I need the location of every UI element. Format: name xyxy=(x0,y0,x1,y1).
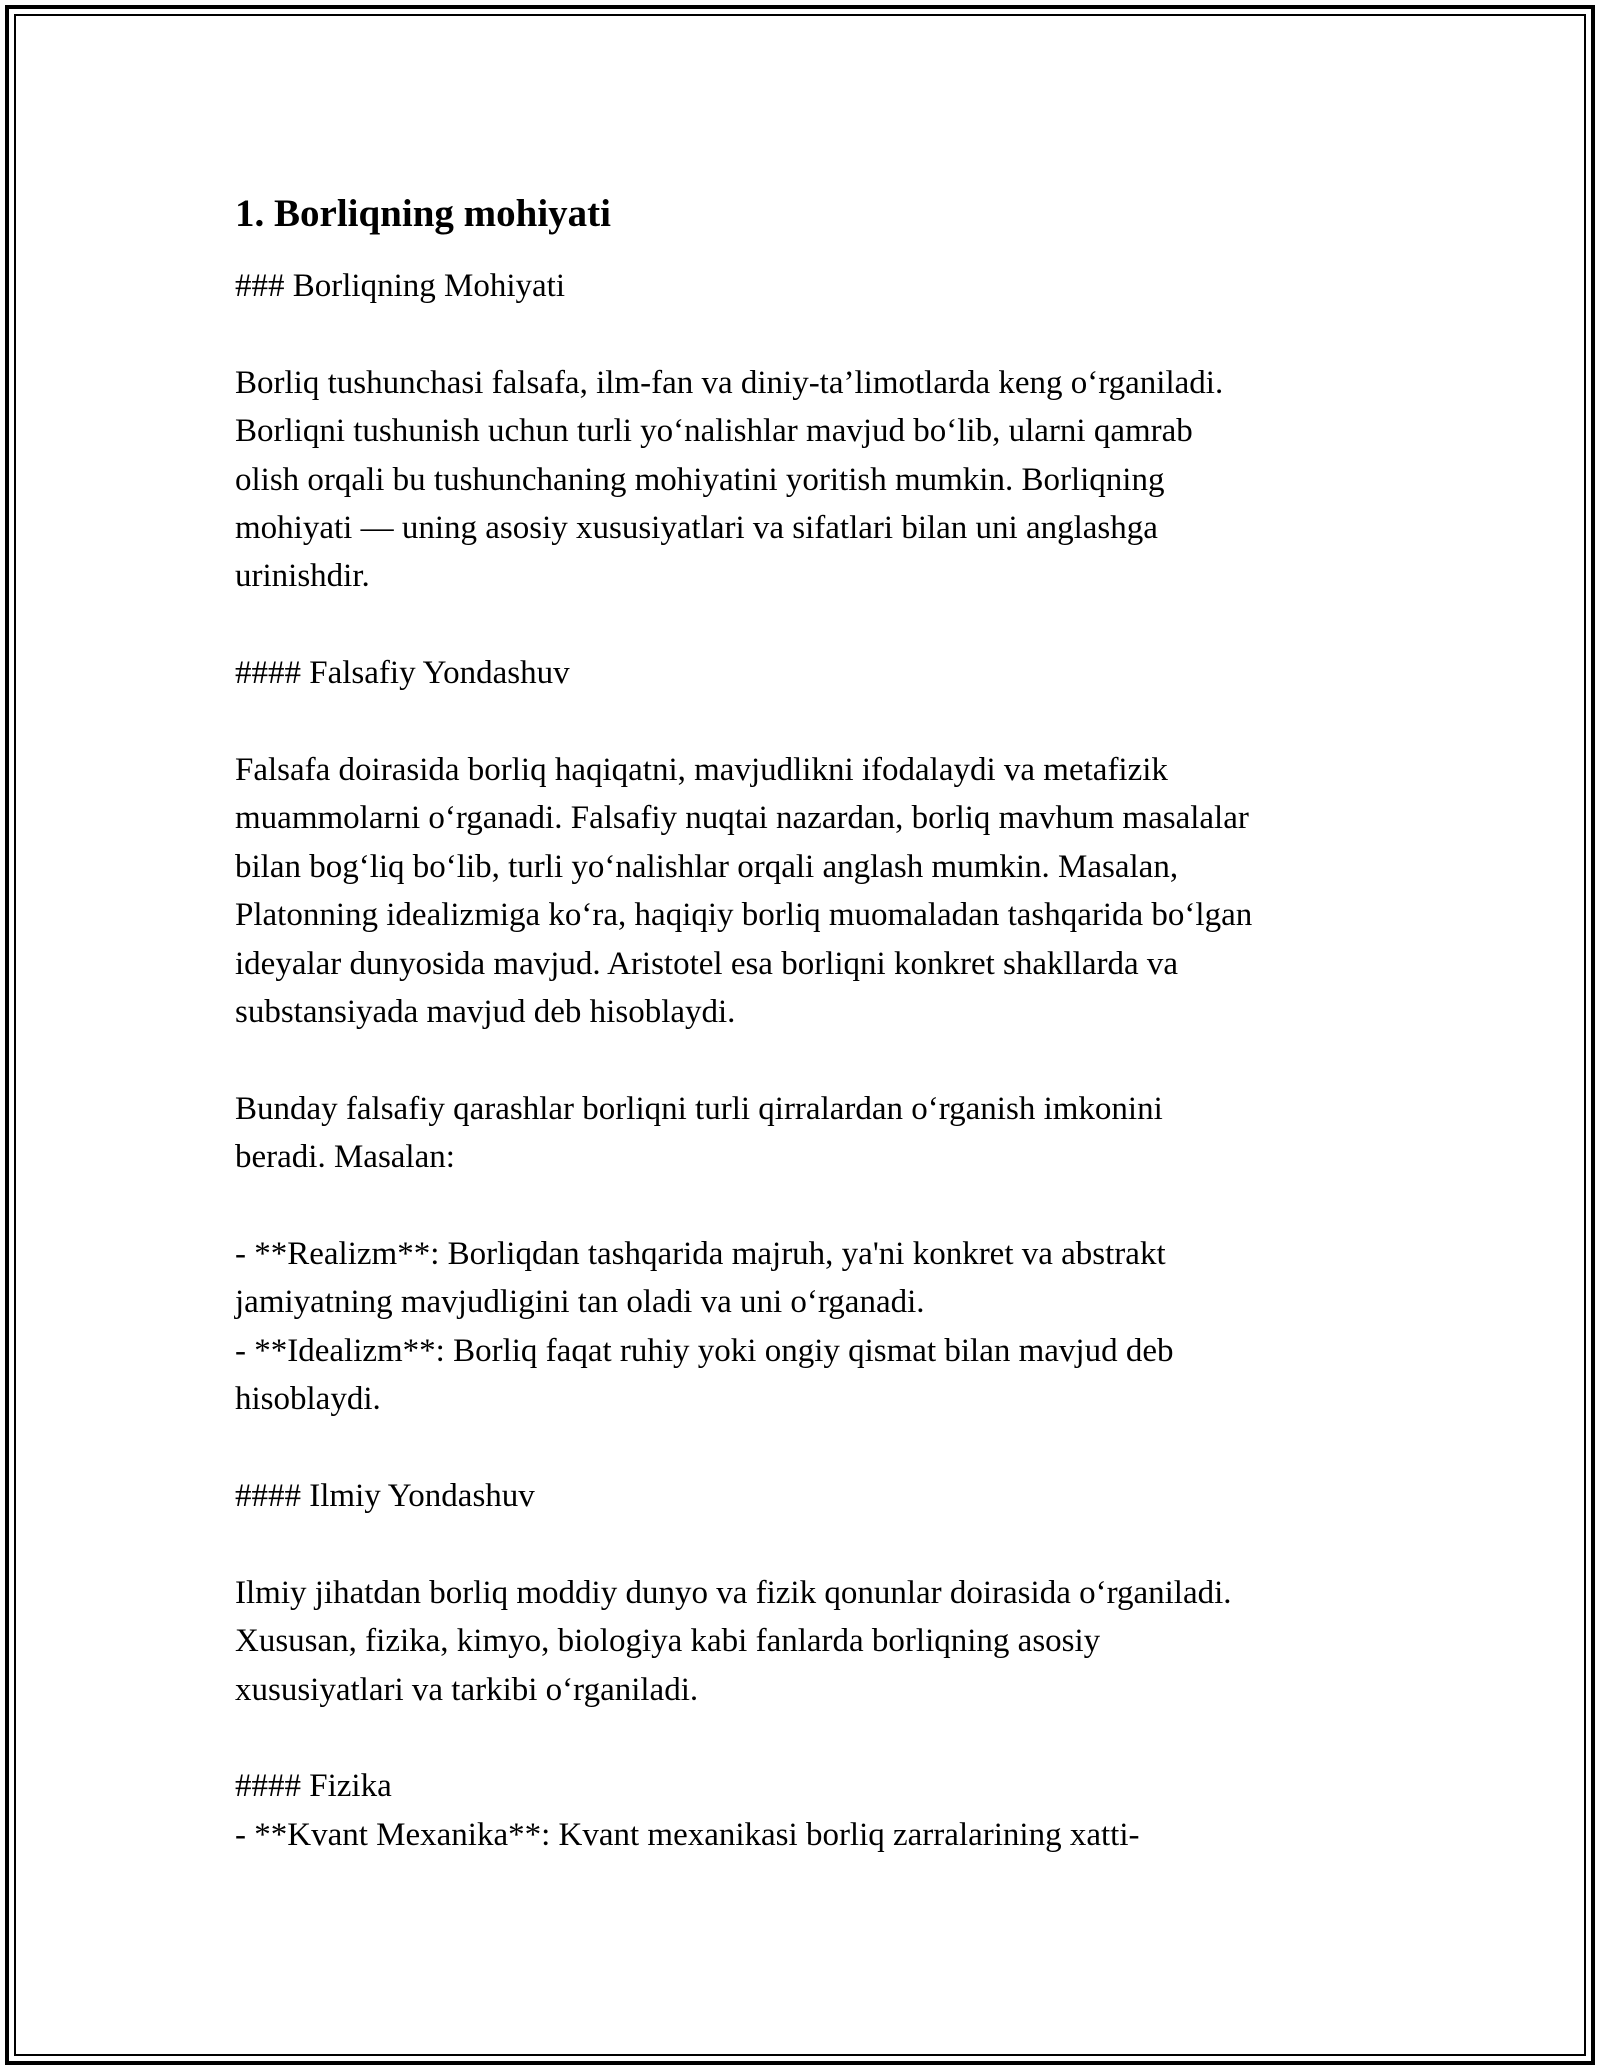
document-body xyxy=(235,188,1375,1859)
paragraph-falsafiy: Falsafa doirasida borliq haqiqatni, mavjudlikni ifodalaydi va metafizik muammolarni o‘rganadi. Falsafiy nuqtai nazardan, borliq mavhum masalalar bilan bog‘liq bo‘lib, turli yo‘nalishlar orqali anglash mumkin. Masalan, Platonning idealizmiga ko‘ra, haqiqiy borliq muomaladan tashqarida bo‘lgan ideyalar dunyosida mavjud. Aristotel esa borliqni konkret shakllarda va substansiyada mavjud deb hisoblaydi. xyxy=(235,752,1253,1031)
document-title: 1. Borliqning mohiyati xyxy=(235,192,611,235)
list-item-idealizm: - **Idealizm**: Borliq faqat ruhiy yoki ongiy qismat bilan mavjud deb hisoblaydi. xyxy=(235,1332,1174,1418)
paragraph-ilmiy: Ilmiy jihatdan borliq moddiy dunyo va fizik qonunlar doirasida o‘rganiladi. Xususan, fizika, kimyo, biologiya kabi fanlarda borliqning asosiy xususiyatlari va tarkibi o‘rganiladi. xyxy=(235,1574,1232,1708)
heading-falsafiy-yondashuv: #### Falsafiy Yondashuv xyxy=(235,655,570,692)
list-item-kvant-mexanika: - **Kvant Mexanika**: Kvant mexanikasi borliq zarralarining xatti- xyxy=(235,1816,1140,1853)
heading-borliqning-mohiyati: ### Borliqning Mohiyati xyxy=(235,268,565,304)
list-item-realizm: - **Realizm**: Borliqdan tashqarida majruh, ya'ni konkret va abstrakt jamiyatning mavjudligini tan oladi va uni o‘rganadi. xyxy=(235,1236,1166,1321)
paragraph-intro: Borliq tushunchasi falsafa, ilm-fan va diniy-ta’limotlarda keng o‘rganiladi. Borliqni tushunish uchun turli yo‘nalishlar mavjud bo‘lib, ularni qamrab olish orqali bu tushunchaning mohiyatini yoritish mumkin. Borliqning mohiyati — uning asosiy xususiyatlari va sifatlari bilan uni anglashga urinishdir. xyxy=(235,364,1224,595)
heading-fizika: #### Fizika xyxy=(235,1768,392,1805)
heading-ilmiy-yondashuv: #### Ilmiy Yondashuv xyxy=(235,1478,535,1515)
paragraph-qarashlar: Bunday falsafiy qarashlar borliqni turli qirralardan o‘rganish imkonini beradi. Masalan: xyxy=(235,1090,1163,1176)
